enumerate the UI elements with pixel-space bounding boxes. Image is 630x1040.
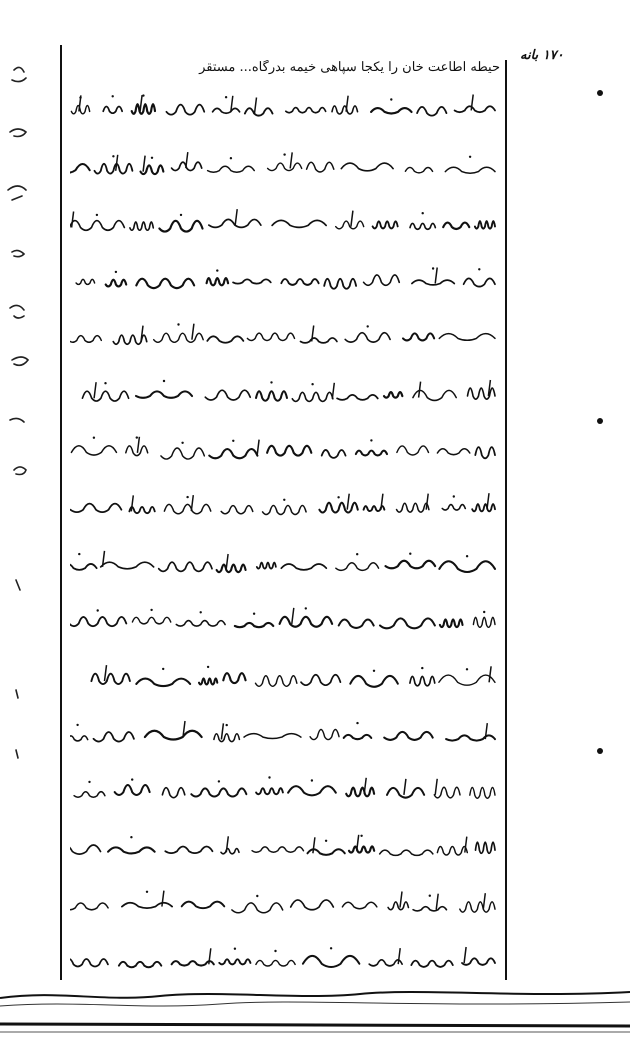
handwriting-stroke (70, 203, 500, 243)
handwritten-line (70, 714, 500, 754)
left-margin-rule (60, 45, 62, 980)
handwriting-stroke (70, 316, 500, 356)
handwritten-line (70, 203, 500, 243)
margin-dot (597, 748, 603, 754)
handwritten-line (70, 828, 500, 868)
handwritten-line (70, 260, 500, 300)
handwritten-line (70, 88, 500, 128)
handwritten-line (70, 600, 500, 640)
handwritten-line (70, 940, 500, 980)
handwriting-stroke (70, 884, 500, 924)
first-line-text: حیطه اطاعت خان را یکجا سپاهی خیمه بدرگاه... مستقر (199, 60, 500, 75)
handwritten-line (70, 316, 500, 356)
margin-dot (597, 90, 603, 96)
handwritten-line (70, 486, 500, 526)
margin-dot (597, 418, 603, 424)
left-margin-marks (0, 40, 40, 840)
right-margin-rule (505, 60, 507, 980)
handwritten-line (70, 770, 500, 810)
corner-note: ۱۷۰ بانه (520, 48, 564, 63)
handwriting-stroke (70, 940, 500, 980)
handwriting-stroke (70, 770, 500, 810)
handwriting-stroke (70, 600, 500, 640)
handwriting-stroke (70, 374, 500, 414)
handwriting-stroke (70, 430, 500, 470)
page-bottom-edge (0, 980, 630, 1040)
handwriting-stroke (70, 828, 500, 868)
handwriting-stroke (70, 714, 500, 754)
handwritten-line (70, 146, 500, 186)
handwriting-stroke (70, 486, 500, 526)
handwriting-stroke (70, 544, 500, 584)
handwritten-line (70, 374, 500, 414)
handwritten-line (70, 658, 500, 698)
handwriting-stroke (70, 260, 500, 300)
handwriting-stroke (70, 88, 500, 128)
handwriting-stroke (70, 658, 500, 698)
handwriting-stroke (70, 146, 500, 186)
handwritten-line (70, 884, 500, 924)
handwritten-line (70, 430, 500, 470)
handwritten-line (70, 544, 500, 584)
